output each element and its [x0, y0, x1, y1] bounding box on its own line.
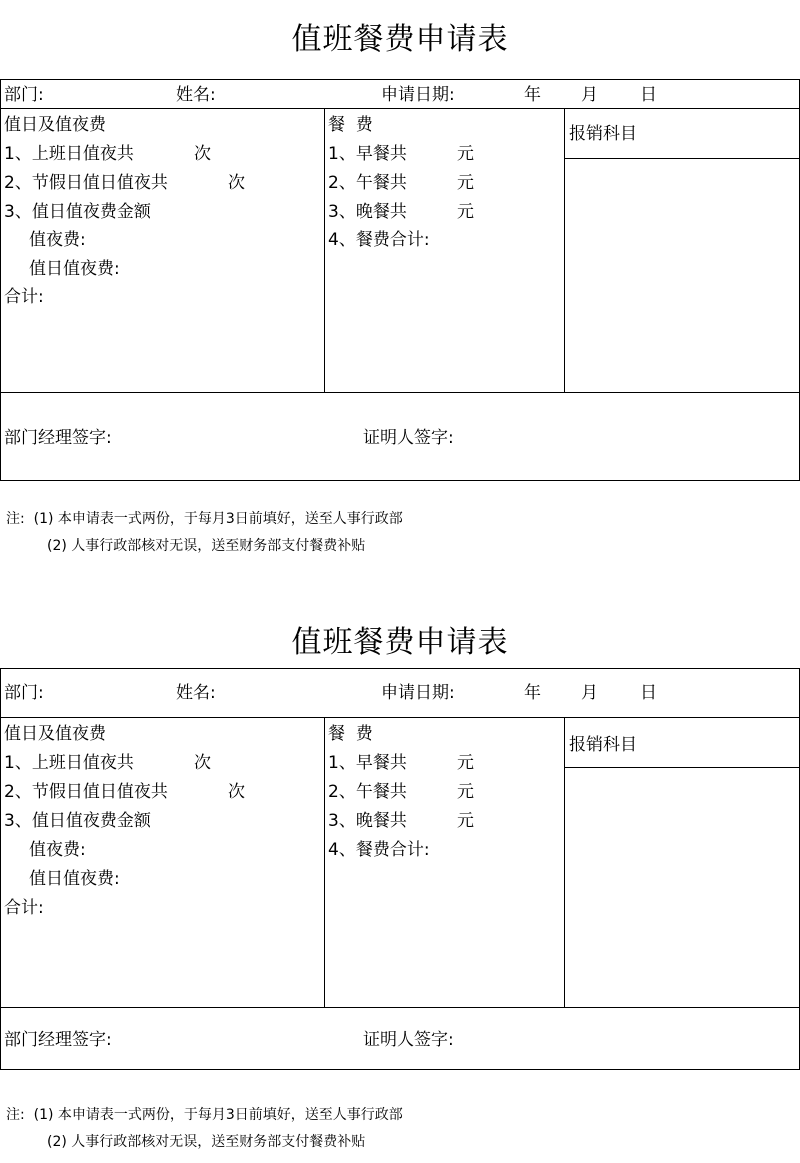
signature-row-divider — [1, 392, 799, 393]
year-label: 年 — [524, 683, 541, 703]
month-label: 月 — [581, 85, 598, 105]
manager-signature-label: 部门经理签字: — [4, 428, 112, 448]
workday-night-duty-unit: 次 — [194, 144, 211, 164]
meal-total-label: 4、餐费合计: — [328, 230, 430, 250]
meal-heading: 餐 费 — [328, 115, 373, 135]
witness-signature-label: 证明人签字: — [363, 1030, 454, 1050]
duty-meal-form-1 — [0, 0, 800, 560]
note-line-2: (2) 人事行政部核对无误，送至财务部支付餐费补贴 — [47, 538, 366, 554]
meal-heading: 餐 费 — [328, 724, 373, 744]
form-title: 值班餐费申请表 — [291, 22, 509, 57]
year-label: 年 — [524, 85, 541, 105]
header-row-divider — [1, 717, 799, 718]
holiday-duty-unit: 次 — [228, 782, 245, 802]
holiday-duty-count: 2、节假日值日值夜共 — [4, 782, 168, 802]
form-table — [0, 79, 800, 481]
day-night-fee-label: 值日值夜费: — [29, 869, 120, 889]
dinner-unit: 元 — [457, 202, 474, 222]
holiday-duty-unit: 次 — [228, 173, 245, 193]
breakfast-unit: 元 — [457, 144, 474, 164]
account-heading: 报销科目 — [569, 735, 637, 755]
name-label: 姓名: — [176, 85, 216, 105]
duty-fee-amount: 3、值日值夜费金额 — [4, 202, 151, 222]
dinner-unit: 元 — [457, 811, 474, 831]
manager-signature-label: 部门经理签字: — [4, 1030, 112, 1050]
dinner-label: 3、晚餐共 — [328, 202, 407, 222]
note-line-1: 注: (1) 本申请表一式两份，于每月3日前填好，送至人事行政部 — [6, 511, 403, 527]
night-fee-label: 值夜费: — [29, 230, 86, 250]
dinner-label: 3、晚餐共 — [328, 811, 407, 831]
name-label: 姓名: — [176, 683, 216, 703]
duty-meal-form-2 — [0, 603, 800, 1163]
account-heading-divider — [565, 158, 799, 159]
lunch-label: 2、午餐共 — [328, 173, 407, 193]
witness-signature-label: 证明人签字: — [363, 428, 454, 448]
dept-label: 部门: — [4, 683, 44, 703]
month-label: 月 — [581, 683, 598, 703]
column-divider-2 — [564, 717, 565, 1007]
workday-night-duty-count: 1、上班日值夜共 — [4, 144, 134, 164]
header-row-divider — [1, 108, 799, 109]
column-divider-2 — [564, 108, 565, 392]
column-divider-1 — [324, 717, 325, 1007]
night-fee-label: 值夜费: — [29, 840, 86, 860]
apply-date-label: 申请日期: — [381, 85, 455, 105]
workday-night-duty-unit: 次 — [194, 753, 211, 773]
duty-total-label: 合计: — [4, 287, 44, 307]
lunch-label: 2、午餐共 — [328, 782, 407, 802]
form-title: 值班餐费申请表 — [291, 625, 509, 660]
note-line-2: (2) 人事行政部核对无误，送至财务部支付餐费补贴 — [47, 1134, 366, 1150]
account-heading-divider — [565, 767, 799, 768]
lunch-unit: 元 — [457, 782, 474, 802]
note-line-1: 注: (1) 本申请表一式两份，于每月3日前填好，送至人事行政部 — [6, 1107, 403, 1123]
form-table — [0, 668, 800, 1070]
duty-total-label: 合计: — [4, 898, 44, 918]
account-heading: 报销科目 — [569, 124, 637, 144]
duty-fee-amount: 3、值日值夜费金额 — [4, 811, 151, 831]
day-night-fee-label: 值日值夜费: — [29, 259, 120, 279]
dept-label: 部门: — [4, 85, 44, 105]
apply-date-label: 申请日期: — [381, 683, 455, 703]
column-divider-1 — [324, 108, 325, 392]
lunch-unit: 元 — [457, 173, 474, 193]
workday-night-duty-count: 1、上班日值夜共 — [4, 753, 134, 773]
signature-row-divider — [1, 1007, 799, 1008]
breakfast-label: 1、早餐共 — [328, 753, 407, 773]
meal-total-label: 4、餐费合计: — [328, 840, 430, 860]
breakfast-unit: 元 — [457, 753, 474, 773]
day-label: 日 — [640, 683, 657, 703]
duty-heading: 值日及值夜费 — [4, 724, 106, 744]
holiday-duty-count: 2、节假日值日值夜共 — [4, 173, 168, 193]
duty-heading: 值日及值夜费 — [4, 115, 106, 135]
breakfast-label: 1、早餐共 — [328, 144, 407, 164]
day-label: 日 — [640, 85, 657, 105]
